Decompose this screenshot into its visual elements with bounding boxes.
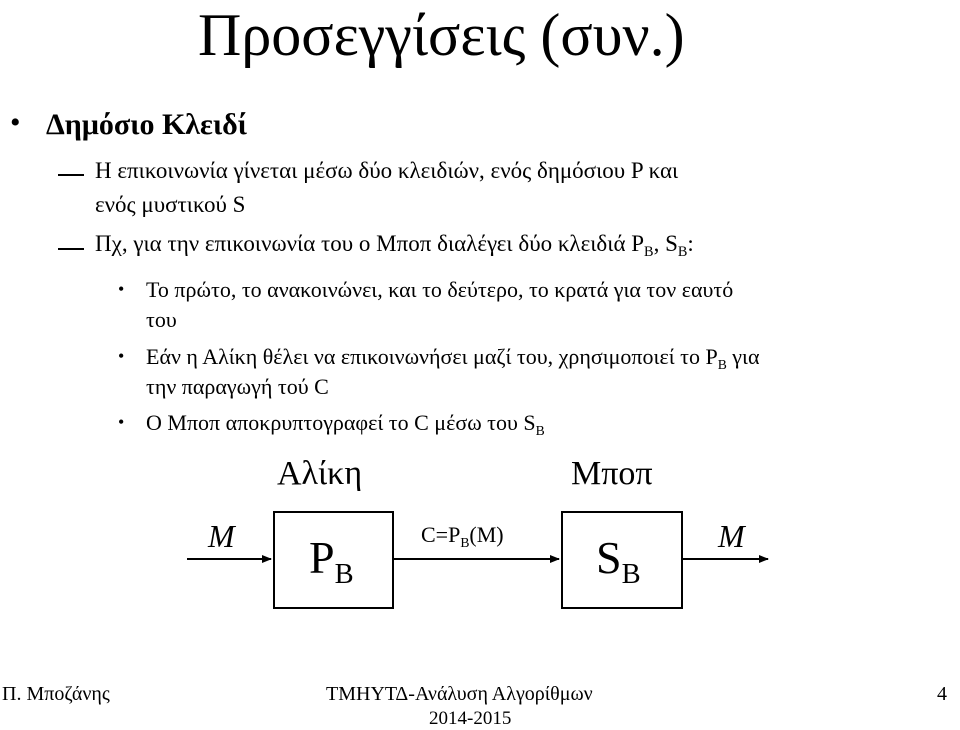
bullet-1-line1: Η επικοινωνία γίνεται μέσω δύο κλειδιών, ενός δημόσιου P και xyxy=(95,158,679,183)
alice-label: Αλίκη xyxy=(277,455,363,492)
footer-author: Π. Μποζάνης xyxy=(2,683,110,705)
heading-public-key: Δημόσιο Κλειδί xyxy=(46,108,248,141)
bullet-2-text: Πχ, για την επικοινωνία του ο Μποπ διαλέγει δύο κλειδιά P xyxy=(95,231,645,256)
footer-year: 2014-2015 xyxy=(429,708,512,729)
public-key-sub: B xyxy=(334,558,354,590)
ciphertext-sub: B xyxy=(460,534,470,550)
bullet-dot: • xyxy=(10,106,21,139)
secret-key-main: S xyxy=(596,532,622,583)
ciphertext-pre: C=P xyxy=(421,522,461,547)
bob-label: Μποπ xyxy=(571,455,653,492)
subbullet-2-tail: για xyxy=(726,344,760,369)
bullet-1-line2: ενός μυστικού S xyxy=(95,192,246,217)
bullet-dot: • xyxy=(118,346,125,366)
subbullet-1-line1: Το πρώτο, το ανακοινώνει, και το δεύτερο, το κρατά για τον εαυτό xyxy=(146,277,734,302)
bullet-dot: • xyxy=(118,412,125,432)
page-number: 4 xyxy=(937,683,947,705)
output-message-label: M xyxy=(718,518,745,554)
input-message-label: M xyxy=(208,518,235,554)
subbullet-3-text: Ο Μποπ αποκρυπτογραφεί το C μέσω του S xyxy=(146,410,536,435)
bullet-2-sub2: B xyxy=(677,243,688,260)
secret-key-sub: B xyxy=(621,558,641,590)
subbullet-3-sub: B xyxy=(535,422,545,438)
subbullet-1-line2: του xyxy=(146,307,177,332)
bullet-dot: • xyxy=(118,279,125,299)
bullet-2-mid: , S xyxy=(653,231,678,256)
subbullet-2-text: Εάν η Αλίκη θέλει να επικοινωνήσει μαζί του, χρησιμοποιεί το P xyxy=(146,344,718,369)
subbullet-2-line2: την παραγωγή τού C xyxy=(146,374,329,399)
footer-course: ΤΜΗΥΤΔ-Ανάλυση Αλγορίθμων xyxy=(326,683,593,705)
subbullet-2-sub: B xyxy=(717,356,727,372)
public-key-main: P xyxy=(309,532,335,583)
ciphertext-post: (M) xyxy=(469,522,504,547)
bullet-2-end: : xyxy=(687,231,694,256)
slide-title: Προσεγγίσεις (συν.) xyxy=(198,2,685,68)
bullet-2-sub1: B xyxy=(644,243,654,260)
